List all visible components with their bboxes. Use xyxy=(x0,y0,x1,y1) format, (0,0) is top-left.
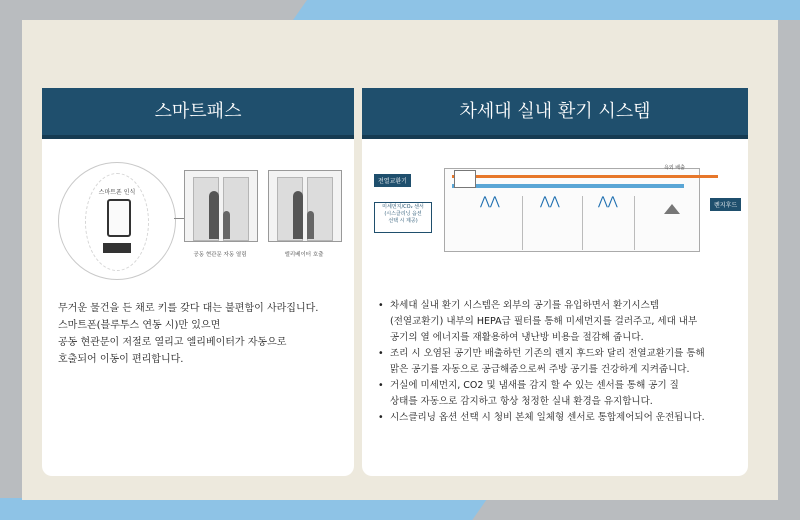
bullet-item xyxy=(378,298,738,346)
ventilation-card xyxy=(362,90,748,476)
erv-unit-icon xyxy=(454,170,476,188)
description-line: 무거운 물건을 든 채로 키를 갖다 대는 불편함이 사라집니다. xyxy=(58,303,319,314)
elevator-caption: 엘리베이터 호출 xyxy=(284,252,324,258)
erv-tag: 전열교환기 xyxy=(374,174,411,187)
bullet-line: • 조리 시 오염된 공기만 배출하던 기존의 렌지 후드와 달리 전열교환기를 통해 xyxy=(390,348,705,359)
exhaust-label: 욕외 배출 xyxy=(664,165,685,171)
sensor-label-line: 선택 시 제공) xyxy=(388,218,418,224)
bullet-line: • 시스클리닝 옵션 선택 시 청비 본체 일체형 센서로 통합제어되어 운전됩니다. xyxy=(390,412,705,423)
circle-label: 스마트폰 인식 xyxy=(98,189,136,196)
elevator-illustration xyxy=(268,170,342,242)
sensor-label-box xyxy=(374,202,432,233)
background-stripe-top xyxy=(293,0,800,20)
ventilation-bullet-list xyxy=(378,298,738,426)
airflow-icon: ⋀⋀ xyxy=(480,194,500,208)
airflow-icon: ⋀⋀ xyxy=(598,194,618,208)
sensor-label-line: 미세먼지/CO₂ 센서 xyxy=(382,204,424,210)
smartpass-description xyxy=(58,300,348,368)
child-person-icon xyxy=(223,211,230,239)
room-divider xyxy=(522,196,523,250)
bullet-item xyxy=(378,378,738,410)
phone-badge xyxy=(103,243,131,253)
range-hood-icon xyxy=(664,204,680,214)
entrance-caption: 공동 현관문 자동 열림 xyxy=(193,252,247,258)
smartpass-title: 스마트패스 xyxy=(42,88,354,139)
smartpass-card xyxy=(42,90,354,476)
bullet-line: 공기의 열 에너지를 재활용하여 냉난방 비용을 절감해 줍니다. xyxy=(390,332,644,343)
sensor-label-line: (시스클리닝 옵션 xyxy=(384,211,422,217)
bullet-line: 상태를 자동으로 감지하고 항상 청정한 실내 환경을 유지합니다. xyxy=(390,396,653,407)
range-hood-tag: 렌지후드 xyxy=(710,198,741,211)
content-panel xyxy=(22,20,778,500)
child-person-icon xyxy=(307,211,314,239)
adult-person-icon xyxy=(293,191,303,239)
smartphone-recognition-illustration xyxy=(58,162,176,280)
bullet-line: • 차세대 실내 환기 시스템은 외부의 공기를 유입하면서 환기시스템 xyxy=(390,300,659,311)
exhaust-duct xyxy=(452,175,718,178)
bullet-item xyxy=(378,410,738,426)
bullet-line: • 거실에 미세먼지, CO2 및 냄새를 감지 할 수 있는 센서를 통해 공기 질 xyxy=(390,380,679,391)
bullet-line: (전열교환기) 내부의 HEPA급 필터를 통해 미세먼지를 걸러주고, 세대 내부 xyxy=(390,316,698,327)
bullet-item xyxy=(378,346,738,378)
supply-duct xyxy=(452,184,684,188)
room-divider xyxy=(634,196,635,250)
background-stripe-bottom xyxy=(0,498,488,520)
ventilation-diagram xyxy=(372,160,738,270)
entrance-door-illustration xyxy=(184,170,258,242)
ventilation-title: 차세대 실내 환기 시스템 xyxy=(362,88,748,139)
room-divider xyxy=(582,196,583,250)
bullet-line: 맑은 공기를 자동으로 공급해줌으로써 주방 공기를 건강하게 지켜줍니다. xyxy=(390,364,690,375)
smartphone-icon xyxy=(107,199,131,237)
description-line: 호출되어 이동이 편리합니다. xyxy=(58,354,184,365)
connector-line xyxy=(174,218,184,219)
house-cross-section xyxy=(444,168,700,252)
description-line: 스마트폰(블루투스 연동 시)만 있으면 xyxy=(58,320,221,331)
description-line: 공동 현관문이 저절로 열리고 엘리베이터가 자동으로 xyxy=(58,337,287,348)
airflow-icon: ⋀⋀ xyxy=(540,194,560,208)
adult-person-icon xyxy=(209,191,219,239)
